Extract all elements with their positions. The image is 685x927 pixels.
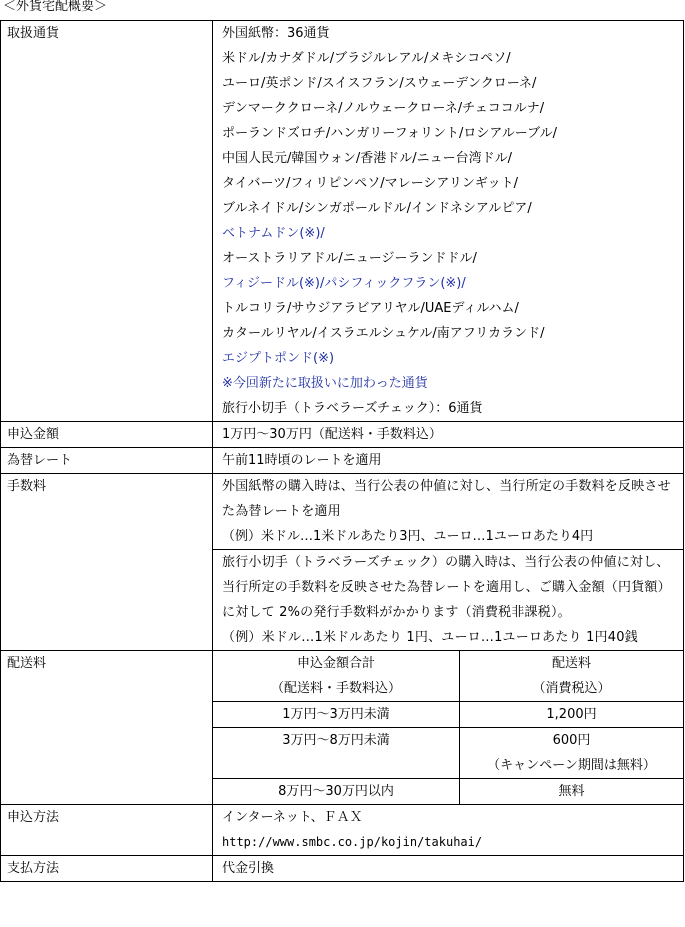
row-rate	[1, 448, 684, 474]
label-amount: 申込金額	[1, 422, 213, 448]
fee-check-block	[213, 549, 683, 650]
currency-line: タイバーツ/フィリピンペソ/マレーシアリンギット/	[222, 176, 519, 191]
value-method	[213, 805, 684, 856]
row-fee	[1, 474, 684, 651]
fee-check-text: 旅行小切手（トラベラーズチェック）の購入時は、当行公表の仲値に対し、当行所定の手数料を反映させた為替レートを適用し、ご購入金額（円貨額）に対して 2%の発行手数料がかかります（消費税非課税）。	[222, 555, 671, 620]
tier-fee: 無料	[460, 779, 684, 805]
header-fee-line1: 配送料	[551, 656, 591, 671]
currency-line: カタールリヤル/イスラエルシュケル/南アフリカランド/	[222, 326, 545, 341]
tier-fee: 600円	[552, 733, 591, 748]
currency-line: ユーロ/英ポンド/スイスフラン/スウェーデンクローネ/	[222, 76, 537, 91]
overview-table	[0, 20, 684, 882]
value-rate: 午前11時頃のレートを適用	[213, 448, 684, 474]
currency-line: エジプトポンド(※)	[222, 351, 335, 366]
delivery-header-amount	[213, 651, 460, 702]
tier-fee-note: （キャンペーン期間は無料）	[487, 758, 656, 773]
delivery-header-fee	[460, 651, 684, 702]
delivery-tier-row	[213, 779, 683, 805]
fee-cash-text: 外国紙幣の購入時は、当行公表の仲値に対し、当行所定の手数料を反映させた為替レートを適用	[222, 479, 671, 519]
label-currencies: 取扱通貨	[1, 21, 213, 422]
method-url-link[interactable]: http://www.smbc.co.jp/kojin/takuhai/	[222, 835, 483, 849]
header-fee-line2: （消費税込）	[532, 681, 611, 696]
delivery-tier-row	[213, 702, 683, 728]
section-title: ＜外貨宅配概要＞	[3, 0, 108, 14]
currency-line: 旅行小切手（トラベラーズチェック）：6通貨	[222, 401, 483, 416]
value-amount: 1万円～30万円（配送料・手数料込）	[213, 422, 684, 448]
fee-cash-example: （例）米ドル…1米ドルあたり3円、ユーロ…1ユーロあたり4円	[222, 529, 594, 544]
fee-check-example: （例）米ドル…1米ドルあたり 1円、ユーロ…1ユーロあたり 1円40銭	[222, 630, 638, 645]
value-payment: 代金引換	[213, 856, 684, 882]
header-amount-line2: （配送料・手数料込）	[270, 681, 401, 696]
label-fee: 手数料	[1, 474, 213, 651]
currency-line: 中国人民元/韓国ウォン/香港ドル/ニュー台湾ドル/	[222, 151, 512, 166]
row-currencies	[1, 21, 684, 422]
method-channels: インターネット、ＦＡＸ	[222, 810, 363, 825]
fee-cash-block	[213, 474, 683, 549]
currency-list	[213, 21, 684, 422]
delivery-fee-table	[213, 651, 683, 804]
label-method: 申込方法	[1, 805, 213, 856]
delivery-tier-row	[213, 728, 683, 779]
tier-range: 3万円～8万円未満	[213, 728, 460, 779]
row-payment	[1, 856, 684, 882]
row-delivery	[1, 651, 684, 805]
header-amount-line1: 申込金額合計	[296, 656, 375, 671]
currency-line: 外国紙幣：36通貨	[222, 26, 330, 41]
row-amount	[1, 422, 684, 448]
label-rate: 為替レート	[1, 448, 213, 474]
fee-details	[213, 474, 684, 651]
delivery-header-row	[213, 651, 683, 702]
currency-line: ベトナムドン(※)/	[222, 226, 325, 241]
tier-fee-cell	[460, 728, 684, 779]
currency-line: 米ドル/カナダドル/ブラジルレアル/メキシコペソ/	[222, 51, 511, 66]
tier-range: 8万円～30万円以内	[213, 779, 460, 805]
tier-range: 1万円～3万円未満	[213, 702, 460, 728]
label-payment: 支払方法	[1, 856, 213, 882]
currency-line: ブルネイドル/シンガポールドル/インドネシアルピア/	[222, 201, 532, 216]
currency-line: デンマーククローネ/ノルウェークローネ/チェココルナ/	[222, 101, 545, 116]
tier-fee: 1,200円	[460, 702, 684, 728]
currency-line: オーストラリアドル/ニュージーランドドル/	[222, 251, 477, 266]
currency-line: トルコリラ/サウジアラビアリヤル/UAEディルハム/	[222, 301, 519, 316]
label-delivery: 配送料	[1, 651, 213, 805]
currency-line: ポーランドズロチ/ハンガリーフォリント/ロシアルーブル/	[222, 126, 558, 141]
row-method	[1, 805, 684, 856]
currency-line: フィジードル(※)/パシフィックフラン(※)/	[222, 276, 466, 291]
currency-line: ※今回新たに取扱いに加わった通貨	[222, 376, 428, 391]
delivery-fee-cell	[213, 651, 684, 805]
